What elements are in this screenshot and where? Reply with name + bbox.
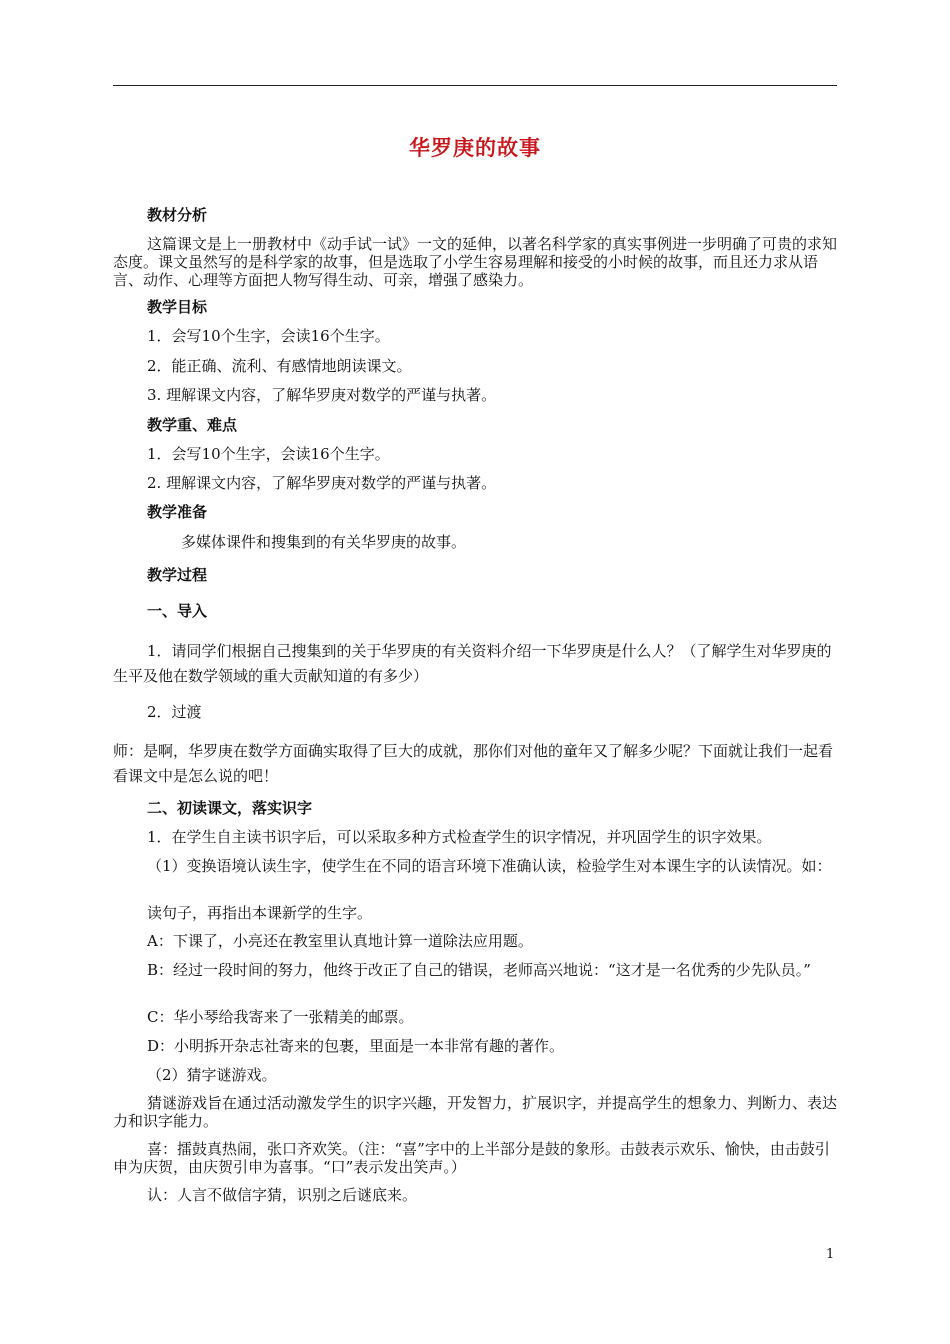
goal-item: 1．会写10个生字，会读16个生字。 xyxy=(147,327,390,345)
part1-item2: 2．过渡 xyxy=(147,703,202,721)
part2-item1: 1．在学生自主读书识字后，可以采取多种方式检查学生的识字情况，并巩固学生的识字效果。 xyxy=(147,828,772,846)
goal-item: 3. 理解课文内容，了解华罗庚对数学的严谨与执著。 xyxy=(147,386,497,404)
sentence-c: C：华小琴给我寄来了一张精美的邮票。 xyxy=(147,1008,414,1026)
part1-item1: 1．请同学们根据自己搜集到的关于华罗庚的有关资料介绍一下华罗庚是什么人？（了解学生对华罗庚的生平及他在数学领域的重大贡献知道的有多少） xyxy=(113,642,832,685)
page-title: 华罗庚的故事 xyxy=(409,135,541,160)
header-rule xyxy=(113,85,837,86)
part2-heading: 二、初读课文，落实识字 xyxy=(147,799,313,817)
goal-item: 2．能正确、流利、有感情地朗读课文。 xyxy=(147,357,412,375)
riddle-xi: 喜：擂鼓真热闹，张口齐欢笑。（注：“喜”字中的上半部分是鼓的象形。击鼓表示欢乐、愉快，由击鼓引申为庆贺，由庆贺引申为喜事。“口”表示发出笑声。） xyxy=(113,1140,830,1176)
key-points-heading: 教学重、难点 xyxy=(147,416,238,434)
prep-text: 多媒体课件和搜集到的有关华罗庚的故事。 xyxy=(181,533,467,551)
page-number: 1 xyxy=(826,1247,835,1262)
analysis-heading: 教材分析 xyxy=(147,206,208,224)
process-heading: 教学过程 xyxy=(147,566,208,584)
key-point-item: 2. 理解课文内容，了解华罗庚对数学的严谨与执著。 xyxy=(147,474,497,492)
analysis-paragraph: 这篇课文是上一册教材中《动手试一试》一文的延伸，以著名科学家的真实事例进一步明确了可贵的求知态度。课文虽然写的是科学家的故事，但是选取了小学生容易理解和接受的小时候的故事，而且还力求从语言、动作、心理等方面把人物写得生动、可亲，增强了感染力。 xyxy=(113,235,838,289)
teacher-text: 师：是啊，华罗庚在数学方面确实取得了巨大的成就，那你们对他的童年又了解多少呢？下面就让我们一起看看课文中是怎么说的吧！ xyxy=(113,742,834,785)
goals-heading: 教学目标 xyxy=(147,298,208,316)
prep-heading: 教学准备 xyxy=(147,503,208,521)
part1-heading: 一、导入 xyxy=(147,602,208,620)
sentence-a: A：下课了，小亮还在教室里认真地计算一道除法应用题。 xyxy=(147,932,533,950)
sentence-b: B：经过一段时间的努力，他终于改正了自己的错误，老师高兴地说：“这才是一名优秀的少先队员。” xyxy=(147,961,811,979)
part2-sub1: （1）变换语境认读生字，使学生在不同的语言环境下准确认读，检验学生对本课生字的认读情况。如： xyxy=(147,857,832,875)
part2-sub2: （2）猜字谜游戏。 xyxy=(147,1066,277,1084)
riddle-intro: 猜谜游戏旨在通过活动激发学生的识字兴趣，开发智力，扩展识字，并提高学生的想象力、判断力、表达力和识字能力。 xyxy=(113,1094,838,1130)
riddle-ren: 认：人言不做信字猜，识别之后谜底来。 xyxy=(147,1186,418,1204)
sentence-d: D：小明拆开杂志社寄来的包裹，里面是一本非常有趣的著作。 xyxy=(147,1037,565,1055)
part2-read: 读句子，再指出本课新学的生字。 xyxy=(147,904,373,922)
key-point-item: 1．会写10个生字，会读16个生字。 xyxy=(147,445,390,463)
